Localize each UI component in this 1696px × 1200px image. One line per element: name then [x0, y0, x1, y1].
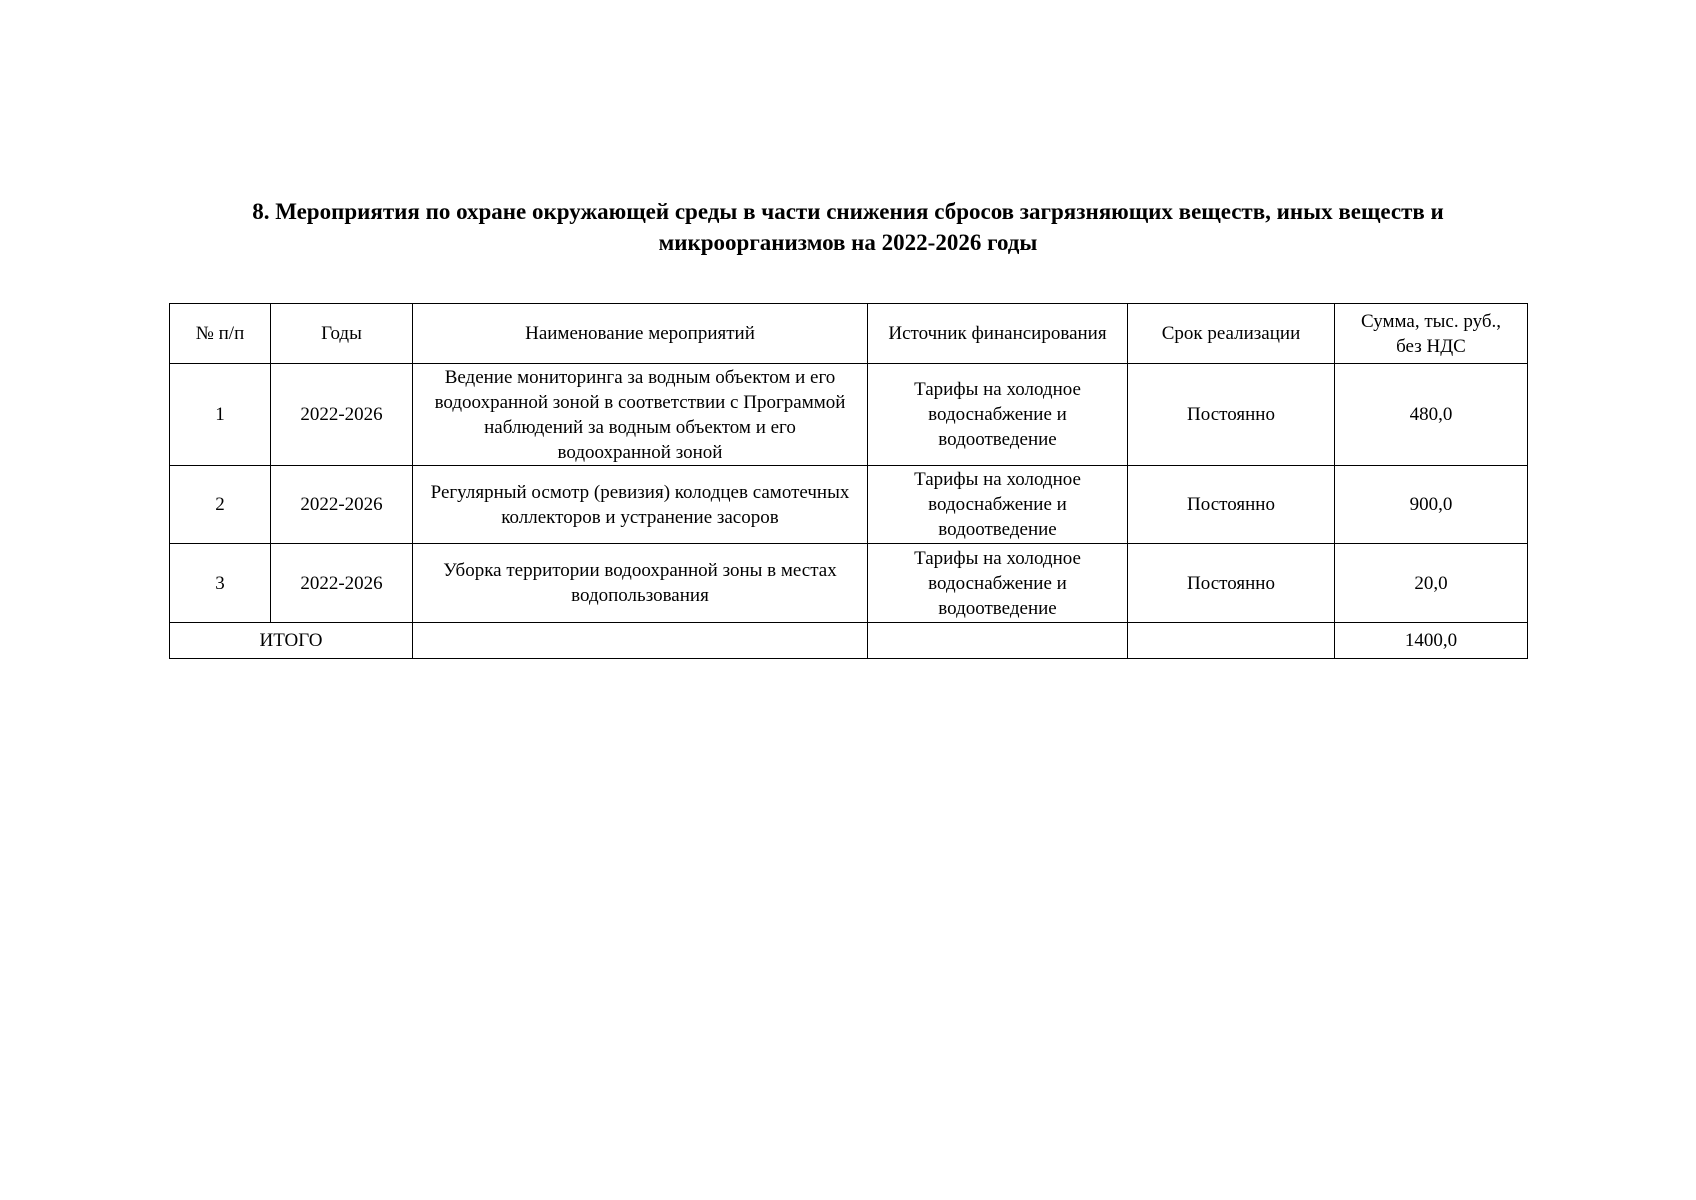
row-name	[413, 466, 868, 544]
row-source-line: водоотведение	[938, 429, 1057, 450]
measures-table	[169, 303, 1528, 659]
header-term: Срок реализации	[1128, 304, 1335, 364]
table-row	[170, 544, 1528, 623]
row-years: 2022-2026	[271, 364, 413, 466]
row-source-line: водоснабжение и	[928, 494, 1067, 515]
row-sum: 900,0	[1335, 466, 1528, 544]
row-name-line: коллекторов и устранение засоров	[501, 506, 779, 528]
row-name-line: Ведение мониторинга за водным объектом и его	[444, 366, 836, 388]
row-source	[868, 466, 1128, 544]
total-empty-cell	[868, 623, 1128, 659]
row-source-line: Тарифы на холодное	[914, 469, 1081, 490]
row-term: Постоянно	[1128, 544, 1335, 623]
header-name: Наименование мероприятий	[413, 304, 868, 364]
header-years: Годы	[271, 304, 413, 364]
row-years: 2022-2026	[271, 544, 413, 623]
row-term: Постоянно	[1128, 466, 1335, 544]
row-name	[413, 364, 868, 466]
row-source-line: водоснабжение и	[928, 404, 1067, 425]
page-title-line-2: микроорганизмов на 2022-2026 годы	[658, 230, 1038, 255]
row-source-line: водоотведение	[938, 597, 1057, 619]
row-source	[868, 544, 1128, 623]
row-name-line: водоохранной зоной	[557, 441, 723, 463]
row-num: 3	[170, 544, 271, 623]
row-name-line: Уборка территории водоохранной зоны в местах	[443, 560, 837, 581]
total-row	[170, 623, 1528, 659]
row-name-line: Регулярный осмотр (ревизия) колодцев самотечных	[430, 481, 850, 503]
row-source-line: водоотведение	[938, 519, 1057, 540]
header-sum	[1335, 304, 1528, 364]
row-name-line: наблюдений за водным объектом и его	[484, 416, 796, 438]
header-num: № п/п	[170, 304, 271, 364]
header-source: Источник финансирования	[868, 304, 1128, 364]
row-source-line: Тарифы на холодное	[914, 547, 1081, 569]
row-years: 2022-2026	[271, 466, 413, 544]
row-name-line: водоохранной зоной в соответствии с Программой	[434, 391, 846, 413]
row-sum: 20,0	[1335, 544, 1528, 623]
row-sum: 480,0	[1335, 364, 1528, 466]
row-num: 2	[170, 466, 271, 544]
row-source	[868, 364, 1128, 466]
header-sum-line-1: Сумма, тыс. руб.,	[1361, 310, 1501, 332]
row-source-line: водоснабжение и	[928, 572, 1067, 594]
row-term: Постоянно	[1128, 364, 1335, 466]
row-source-line: Тарифы на холодное	[914, 379, 1081, 400]
row-name-line: водопользования	[571, 585, 709, 606]
page-title	[170, 196, 1526, 258]
row-name	[413, 544, 868, 623]
table-row	[170, 364, 1528, 466]
total-label: ИТОГО	[170, 623, 413, 659]
header-sum-line-2: без НДС	[1396, 335, 1466, 357]
row-num: 1	[170, 364, 271, 466]
table-row	[170, 466, 1528, 544]
page-title-line-1: 8. Мероприятия по охране окружающей среды в части снижения сбросов загрязняющих веществ, иных веществ и	[252, 199, 1444, 224]
total-empty-cell	[413, 623, 868, 659]
total-sum: 1400,0	[1335, 623, 1528, 659]
total-empty-cell	[1128, 623, 1335, 659]
table-header-row	[170, 304, 1528, 364]
